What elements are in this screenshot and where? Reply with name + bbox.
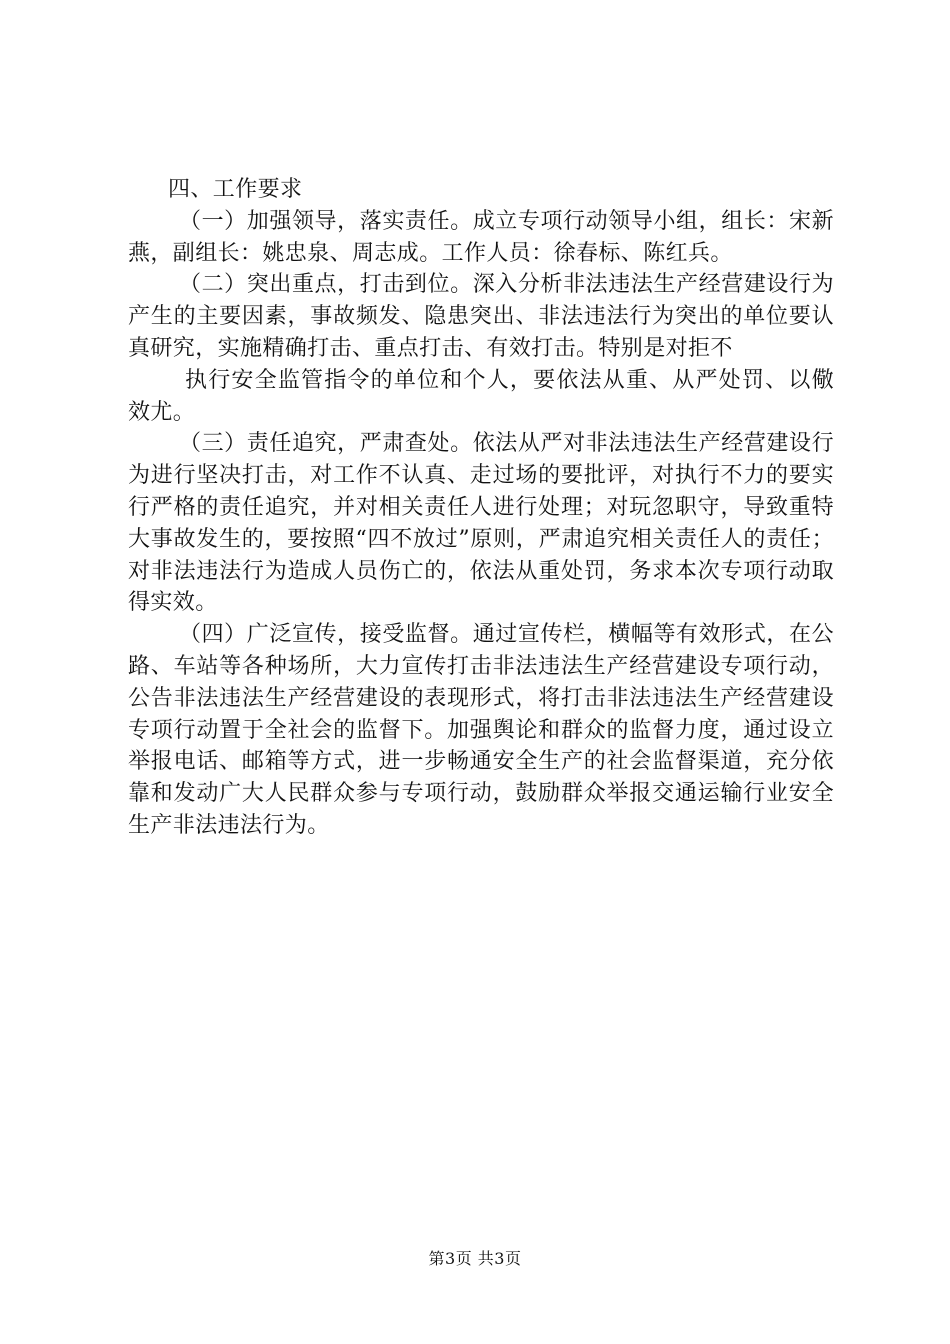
document-body [128, 174, 834, 842]
paragraph-accountability: （三）责任追究，严肃查处。依法从严对非法违法生产经营建设行为进行坚决打击，对工作不认真、走过场的要批评，对执行不力的要实行严格的责任追究，并对相关责任人进行处理；对玩忽职守，导致重特大事故发生的，要按照“四不放过”原则，严肃追究相关责任人的责任；对非法违法行为造成人员伤亡的，依法从重处罚，务求本次专项行动取得实效。 [128, 431, 834, 616]
paragraph-publicity: （四）广泛宣传，接受监督。通过宣传栏，横幅等有效形式，在公路、车站等各种场所，大力宣传打击非法违法生产经营建设专项行动，公告非法违法生产经营建设的表现形式，将打击非法违法生产经营建设专项行动置于全社会的监督下。加强舆论和群众的监督力度，通过设立举报电话、邮箱等方式，进一步畅通安全生产的社会监督渠道，充分依靠和发动广大人民群众参与专项行动，鼓励群众举报交通运输行业安全生产非法违法行为。 [128, 622, 834, 838]
paragraph-focus-continued: 执行安全监管指令的单位和个人，要依法从重、从严处罚、以儆效尤。 [128, 367, 834, 425]
section-heading: 四、工作要求 [168, 177, 303, 202]
paragraph-leadership: （一）加强领导，落实责任。成立专项行动领导小组，组长：宋新燕，副组长：姚忠泉、周志成。工作人员：徐春标、陈红兵。 [128, 208, 834, 266]
paragraph-focus: （二）突出重点，打击到位。深入分析非法违法生产经营建设行为产生的主要因素，事故频发、隐患突出、非法违法行为突出的单位要认真研究，实施精确打击、重点打击、有效打击。特别是对拒不 [128, 272, 834, 361]
page-number-footer: 第3页 共3页 [428, 1249, 522, 1268]
